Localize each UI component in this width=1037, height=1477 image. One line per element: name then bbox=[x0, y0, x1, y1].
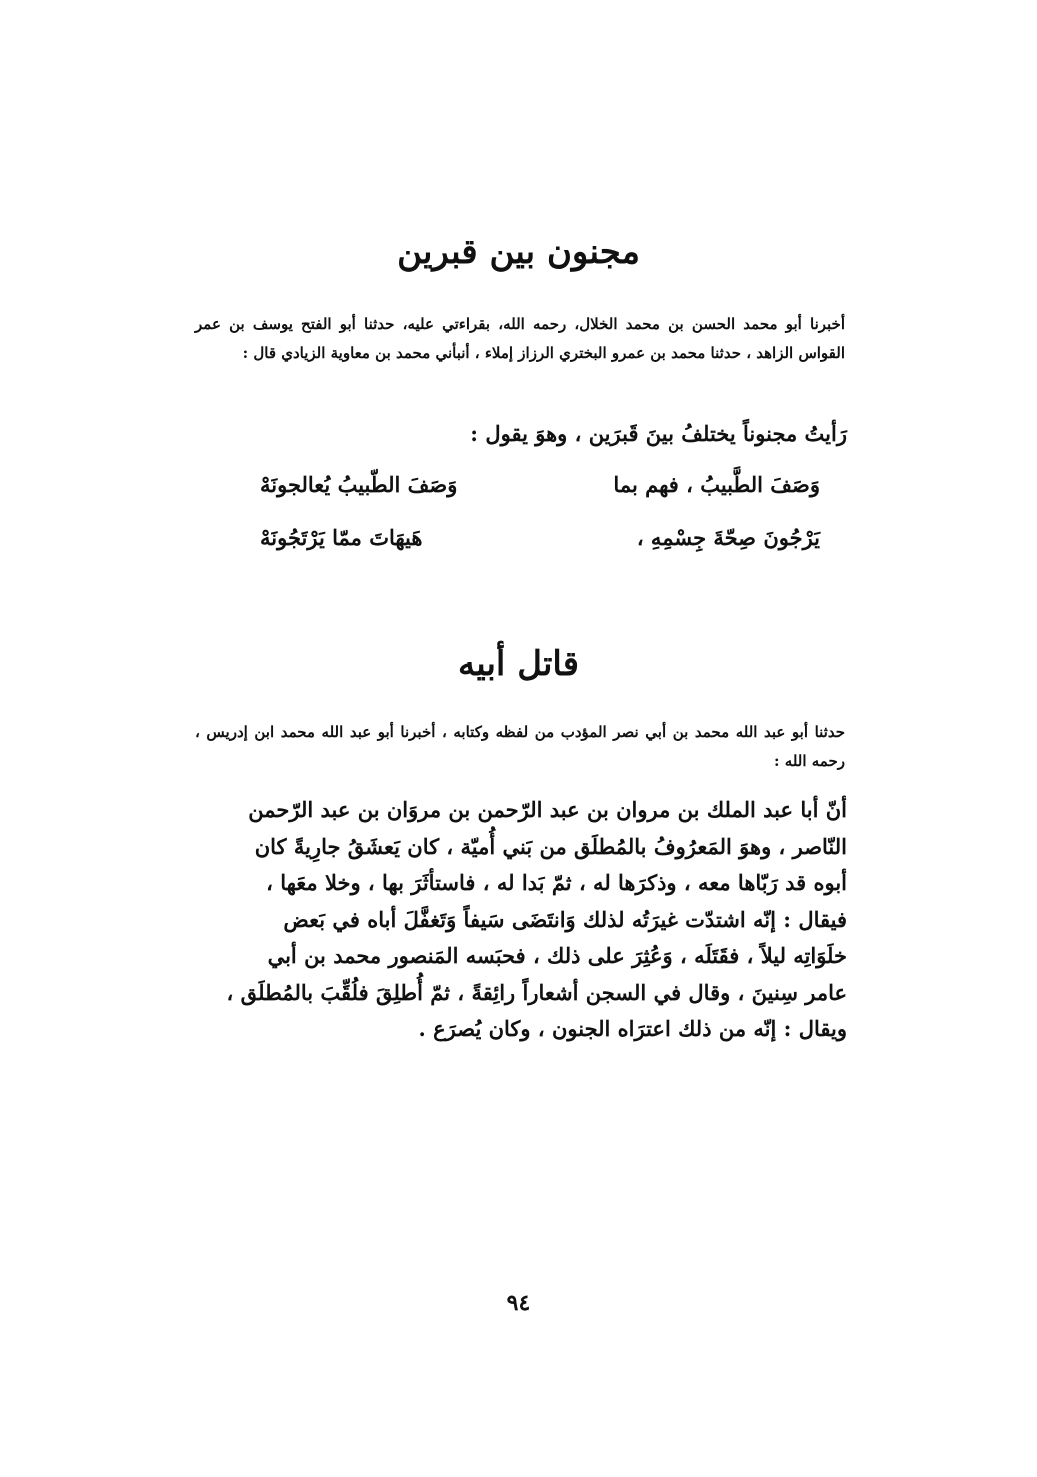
story-line-5: خلَوَاتِه ليلاً ، فقَتَلَه ، وَعُثِرَ على ذلك ، فحبَسه المَنصور محمد بن أبي bbox=[267, 943, 847, 968]
story-line-4: فيقال : إنّه اشتدّت غيرَتُه لذلك وَانتَضَى سَيفاً وَتَغفَّلَ أباه في بَعض bbox=[283, 906, 847, 932]
isnad-paragraph-2: حدثنا أبو عبد الله محمد بن أبي نصر المؤدب من لفظه وكتابه ، أخبرنا أبو عبد الله محمد ابن إدريس ، رحمه الله : bbox=[195, 723, 845, 770]
story-line-6: عامر سِنينَ ، وقال في السجن أشعاراً رائِقةً ، ثمّ أُطلِقَ فلُقِّبَ بالمُطلَق ، bbox=[226, 979, 847, 1005]
story-line-2: النّاصر ، وهوَ المَعرُوفُ بالمُطلَق من بَني أُميّة ، كان يَعشَقُ جارِيةً كان bbox=[254, 833, 847, 859]
story-line-3: أبوه قد رَبّاها معه ، وذكرَها له ، ثمّ بَدا له ، فاستأثَرَ بها ، وخلا معَها ، bbox=[266, 870, 847, 895]
verse-1-first-hemistich: وَصَفَ الطَّبيبُ ، فهم بما bbox=[613, 472, 820, 497]
story-line-7: ويقال : إنّه من ذلك اعترَاه الجنون ، وكان يُصرَع . bbox=[418, 1016, 847, 1041]
verse-line-1 bbox=[260, 465, 820, 505]
verse-2-first-hemistich: يَرْجُونَ صِحّةَ جِسْمِهِ ، bbox=[636, 525, 820, 550]
page-number: ٩٤ bbox=[506, 1290, 531, 1316]
section-title-patricide: قاتل أبيه bbox=[457, 644, 580, 684]
verse-line-2 bbox=[260, 518, 820, 558]
verse-2-second-hemistich: هَيهَاتَ ممّا يَرْتَجُونَهْ bbox=[260, 525, 423, 550]
story-line-1: أنّ أبا عبد الملك بن مروان بن عبد الرّحمن بن مروَان بن عبد الرّحمن bbox=[248, 797, 847, 822]
narration-intro: رَأيتُ مجنوناً يختلفُ بينَ قَبرَين ، وهوَ يقول : bbox=[470, 421, 847, 446]
story-paragraph bbox=[185, 792, 847, 1048]
verse-1-second-hemistich: وَصَفَ الطّبيبُ يُعالجونَهْ bbox=[260, 472, 458, 497]
section-title-majnun: مجنون بين قبرين bbox=[397, 232, 640, 272]
isnad-paragraph-1: أخبرنا أبو محمد الحسن بن محمد الخلال، رحمه الله، بقراءتي عليه، حدثنا أبو الفتح يوسف بن عمر القواس الزاهد ، حدثنا محمد بن عمرو البختري الرزاز إملاء ، أنبأني محمد بن معاوية الزيادي قال : bbox=[195, 315, 845, 362]
